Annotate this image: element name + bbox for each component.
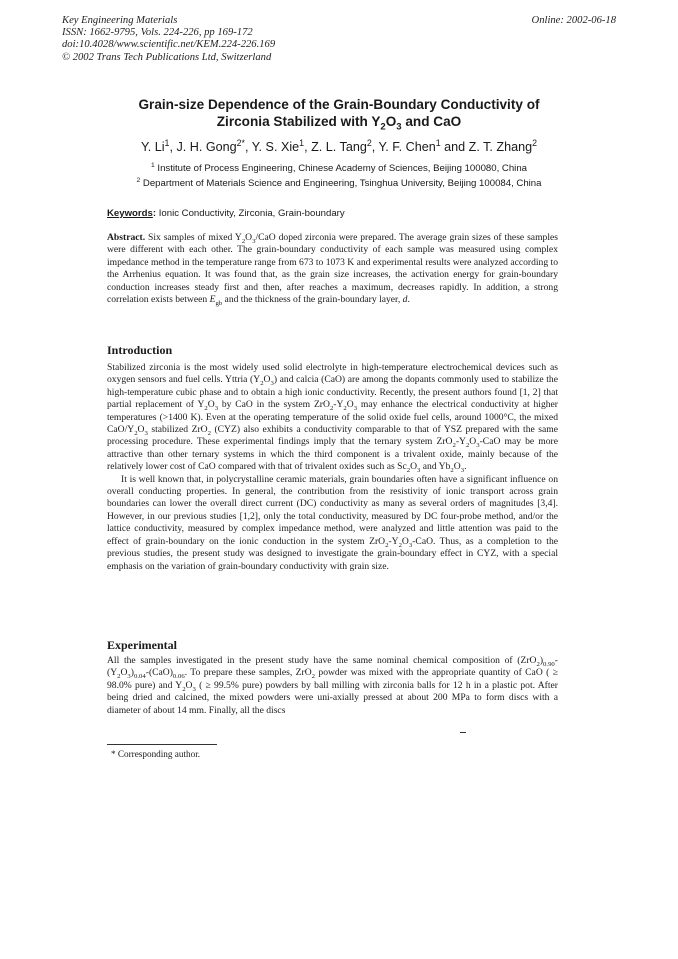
intro-paragraph-2: It is well known that, in polycrystalline ceramic materials, grain boundaries often have a significant influence on overall conducting properties. In general, the contribution from the resistivity of ionic transport across grain boundaries can lower the overall direct current (DC) conductivity as many as several orders of magnitudes [3,4]. However, in our previous studies [1,2], only the total conductivity, measured by DC four-probe method, and/or the lattice conductivity, measured by complex impedance method, were analyzed and little attention was paid to the effect of grain-boundary on the ionic conduction in the system $ZrO_2-Y_2O_3$-CaO. Thus, as a completion to the previous studies, the present study was designed to investigate the grain-boundary effect in CYZ, with a special emphasis on the variation of grain-boundary conductivity with grain size. bbox=[107, 473, 559, 572]
footnote bbox=[111, 749, 200, 759]
author: Z. T. Zhang bbox=[468, 140, 533, 154]
intro-paragraph-1: Stabilized zirconia is the most widely used solid electrolyte in high-temperature electrochemical devices such as oxygen sensors and fuel cells. Yttria $(Y_2O_3)$ and calcia (CaO) are among the dopants commonly used to stabilize the high-temperature cubic phase and to obtain a high ionic conductivity. Recently, the present authors found [1, 2] that partial replacement of $Y_2O_3$ by CaO in the system $ZrO_2-Y_2O_3$ may enhance the electrical conductivity at higher temperatures (>1400 K). Even at the operating temperature of the solid oxide fuel cells, around 1000°C, the mixed CaO/$Y_2O_3$ stabilized ZrO$_2$ (CYZ) also exhibits a conductivity comparable to that of YSZ prepared with the same processing procedure. These experimental findings imply that the ternary system $ZrO_2-Y_2O_3$-CaO may be more attractive than other ternary systems in which the third component is a trivalent oxide, mainly because of the relatively lower cost of CaO compared with that of trivalent oxides such as $Sc_2O_3$ and $Yb_2O_3$. bbox=[107, 362, 558, 475]
title-line-2: Zirconia Stabilized with $Y_2O_3$ and CaO bbox=[216, 114, 462, 133]
experimental-heading: Experimental bbox=[107, 638, 177, 652]
keywords-label: Keywords bbox=[107, 208, 153, 219]
author-list: Y. Li$^1$, J. H. Gong$^{2*}$, Y. S. Xie$^1$, Z. L. Tang$^2$, Y. F. Chen$^1$ and Z. T. Zhang$^2$ bbox=[140, 137, 538, 154]
affiliation-2: $^2$ Department of Materials Science and Engineering, Tsinghua University, Beijing 100084, China bbox=[136, 176, 542, 189]
title-line-1: Grain-size Dependence of the Grain-Boundary Conductivity of bbox=[138, 97, 540, 112]
author: Y. S. Xie bbox=[251, 140, 300, 154]
copyright-line: © 2002 Trans Tech Publications Ltd, Switzerland bbox=[62, 51, 272, 63]
keywords-text: Ionic Conductivity, Zirconia, Grain-boundary bbox=[158, 208, 345, 219]
abstract: Abstract. Six samples of mixed $Y_2O_3$/CaO doped zirconia were prepared. The average grain sizes of these samples were different with each other. The grain-boundary conductivity of each sample was measured using complex impedance method in the temperature range from 673 to 1073 K and experimental results were analyzed according to the Arrhenius equation. It was found that, as the grain size increases, the activation energy for grain-boundary conduction increases steady first and then, after reaches a maximum, decreases rapidly. In addition, a strong correlation exists between $E_{gb}$ and the thickness of the grain-boundary layer, d. bbox=[107, 232, 559, 307]
author: Y. F. Chen bbox=[378, 140, 436, 154]
abstract-label: Abstract. bbox=[107, 232, 146, 243]
introduction-section bbox=[107, 362, 558, 573]
author: J. H. Gong bbox=[176, 140, 237, 154]
journal-name: Key Engineering Materials bbox=[62, 15, 178, 26]
keywords: Keywords: Ionic Conductivity, Zirconia, Grain-boundary bbox=[107, 208, 345, 219]
page-mark bbox=[460, 732, 466, 733]
paper-title bbox=[100, 96, 578, 133]
issn-line: ISSN: 1662-9795, Vols. 224-226, pp 169-172 bbox=[62, 27, 253, 39]
introduction-heading: Introduction bbox=[107, 343, 173, 357]
journal-metadata bbox=[62, 15, 275, 64]
author: Y. Li bbox=[140, 140, 165, 154]
doi-line: doi:10.4028/www.scientific.net/KEM.224-226.169 bbox=[62, 39, 276, 51]
footnote-text: Corresponding author. bbox=[115, 749, 201, 759]
experimental-section: All the samples investigated in the present study have the same nominal chemical composition of $(ZrO_2)_{0.90}-(Y_2O_3)_{0.04}-(CaO)_{0.06}$. To prepare these samples, ZrO$_2$ powder was mixed with the appropriate quantity of CaO ( ≥ 98.0% pure) and $Y_2O_3$ ( ≥ 99.5% pure) powders by ball milling with zirconia balls for 12 h in a plastic pot. After being dried and calcined, the mixed powders were uni-axially pressed at about 200 MPa to form discs with a diameter of about 14 mm. Finally, all the discs bbox=[107, 655, 558, 716]
author: Z. L. Tang bbox=[311, 140, 367, 154]
footnote-rule bbox=[107, 744, 217, 745]
footnote-mark: * bbox=[111, 749, 116, 759]
online-date: Online: 2002-06-18 bbox=[531, 15, 616, 26]
affiliation-1: $^1$ Institute of Process Engineering, Chinese Academy of Sciences, Beijing 100080, China bbox=[150, 161, 527, 174]
